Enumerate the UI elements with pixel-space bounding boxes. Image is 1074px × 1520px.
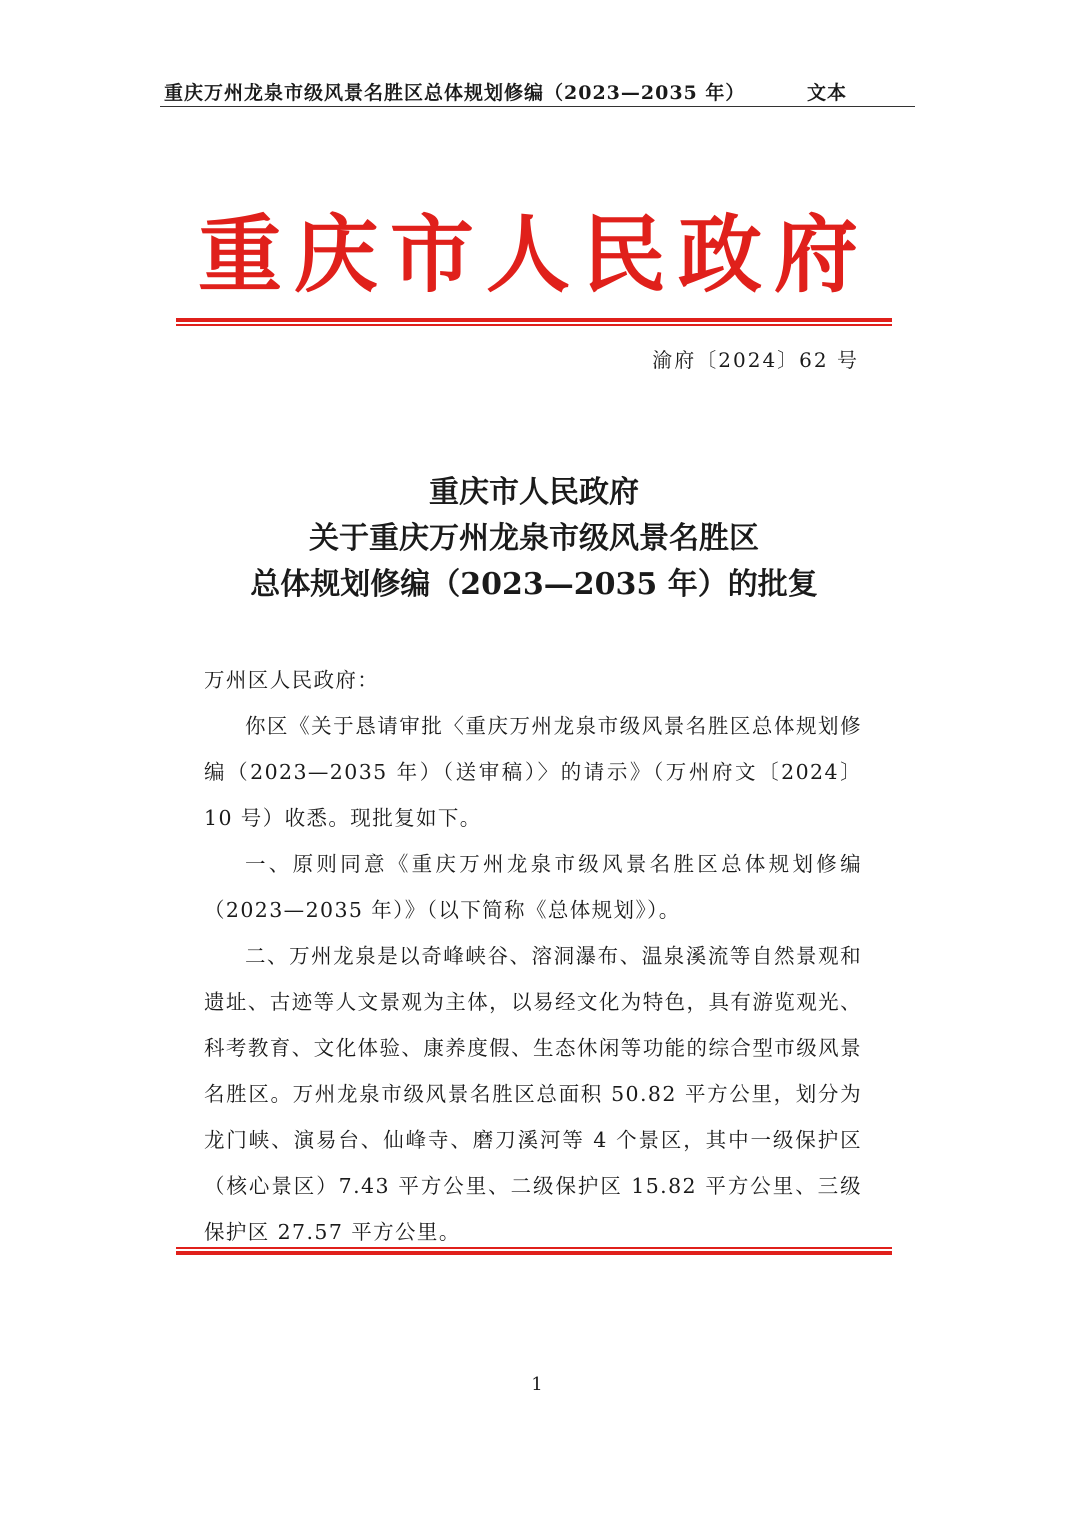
document-number: 渝府〔2024〕62 号	[652, 348, 859, 372]
body-paragraph: 一、原则同意《重庆万州龙泉市级风景名胜区总体规划修编（2023—2035 年）》（以下简称《总体规划》）。	[204, 852, 862, 922]
running-header-title: 重庆万州龙泉市级风景名胜区总体规划修编（2023—2035 年）	[164, 82, 746, 104]
document-title	[176, 470, 892, 608]
document-title-line-1: 重庆市人民政府	[429, 475, 639, 510]
body-paragraph: 二、万州龙泉是以奇峰峡谷、溶洞瀑布、温泉溪流等自然景观和遗址、古迹等人文景观为主体，以易经文化为特色，具有游览观光、科考教育、文化体验、康养度假、生态休闲等功能的综合型市级风景名胜区。万州龙泉市级风景名胜区总面积 50.82 平方公里，划分为龙门峡、演易台、仙峰寺、磨刀溪河等 4 个景区，其中一级保护区（核心景区）7.43 平方公里、二级保护区 15.82 平方公里、三级保护区 27.57 平方公里。	[204, 944, 862, 1244]
header-divider	[160, 106, 915, 107]
footer-red-rule	[176, 1247, 892, 1255]
page-number: 1	[531, 1374, 543, 1395]
masthead-issuer: 重庆市人民政府	[197, 205, 870, 304]
document-body	[204, 657, 862, 1255]
addressee: 万州区人民政府：	[204, 668, 380, 692]
document-title-line-2: 关于重庆万州龙泉市级风景名胜区	[309, 521, 759, 556]
document-title-line-3: 总体规划修编（2023—2035 年）的批复	[250, 567, 818, 602]
body-paragraph: 你区《关于恳请审批〈重庆万州龙泉市级风景名胜区总体规划修编（2023—2035 年）（送审稿）〉的请示》（万州府文〔2024〕10 号）收悉。现批复如下。	[204, 714, 862, 830]
running-header	[160, 78, 915, 104]
running-header-section: 文本	[806, 82, 847, 104]
masthead-red-rule	[176, 318, 892, 326]
